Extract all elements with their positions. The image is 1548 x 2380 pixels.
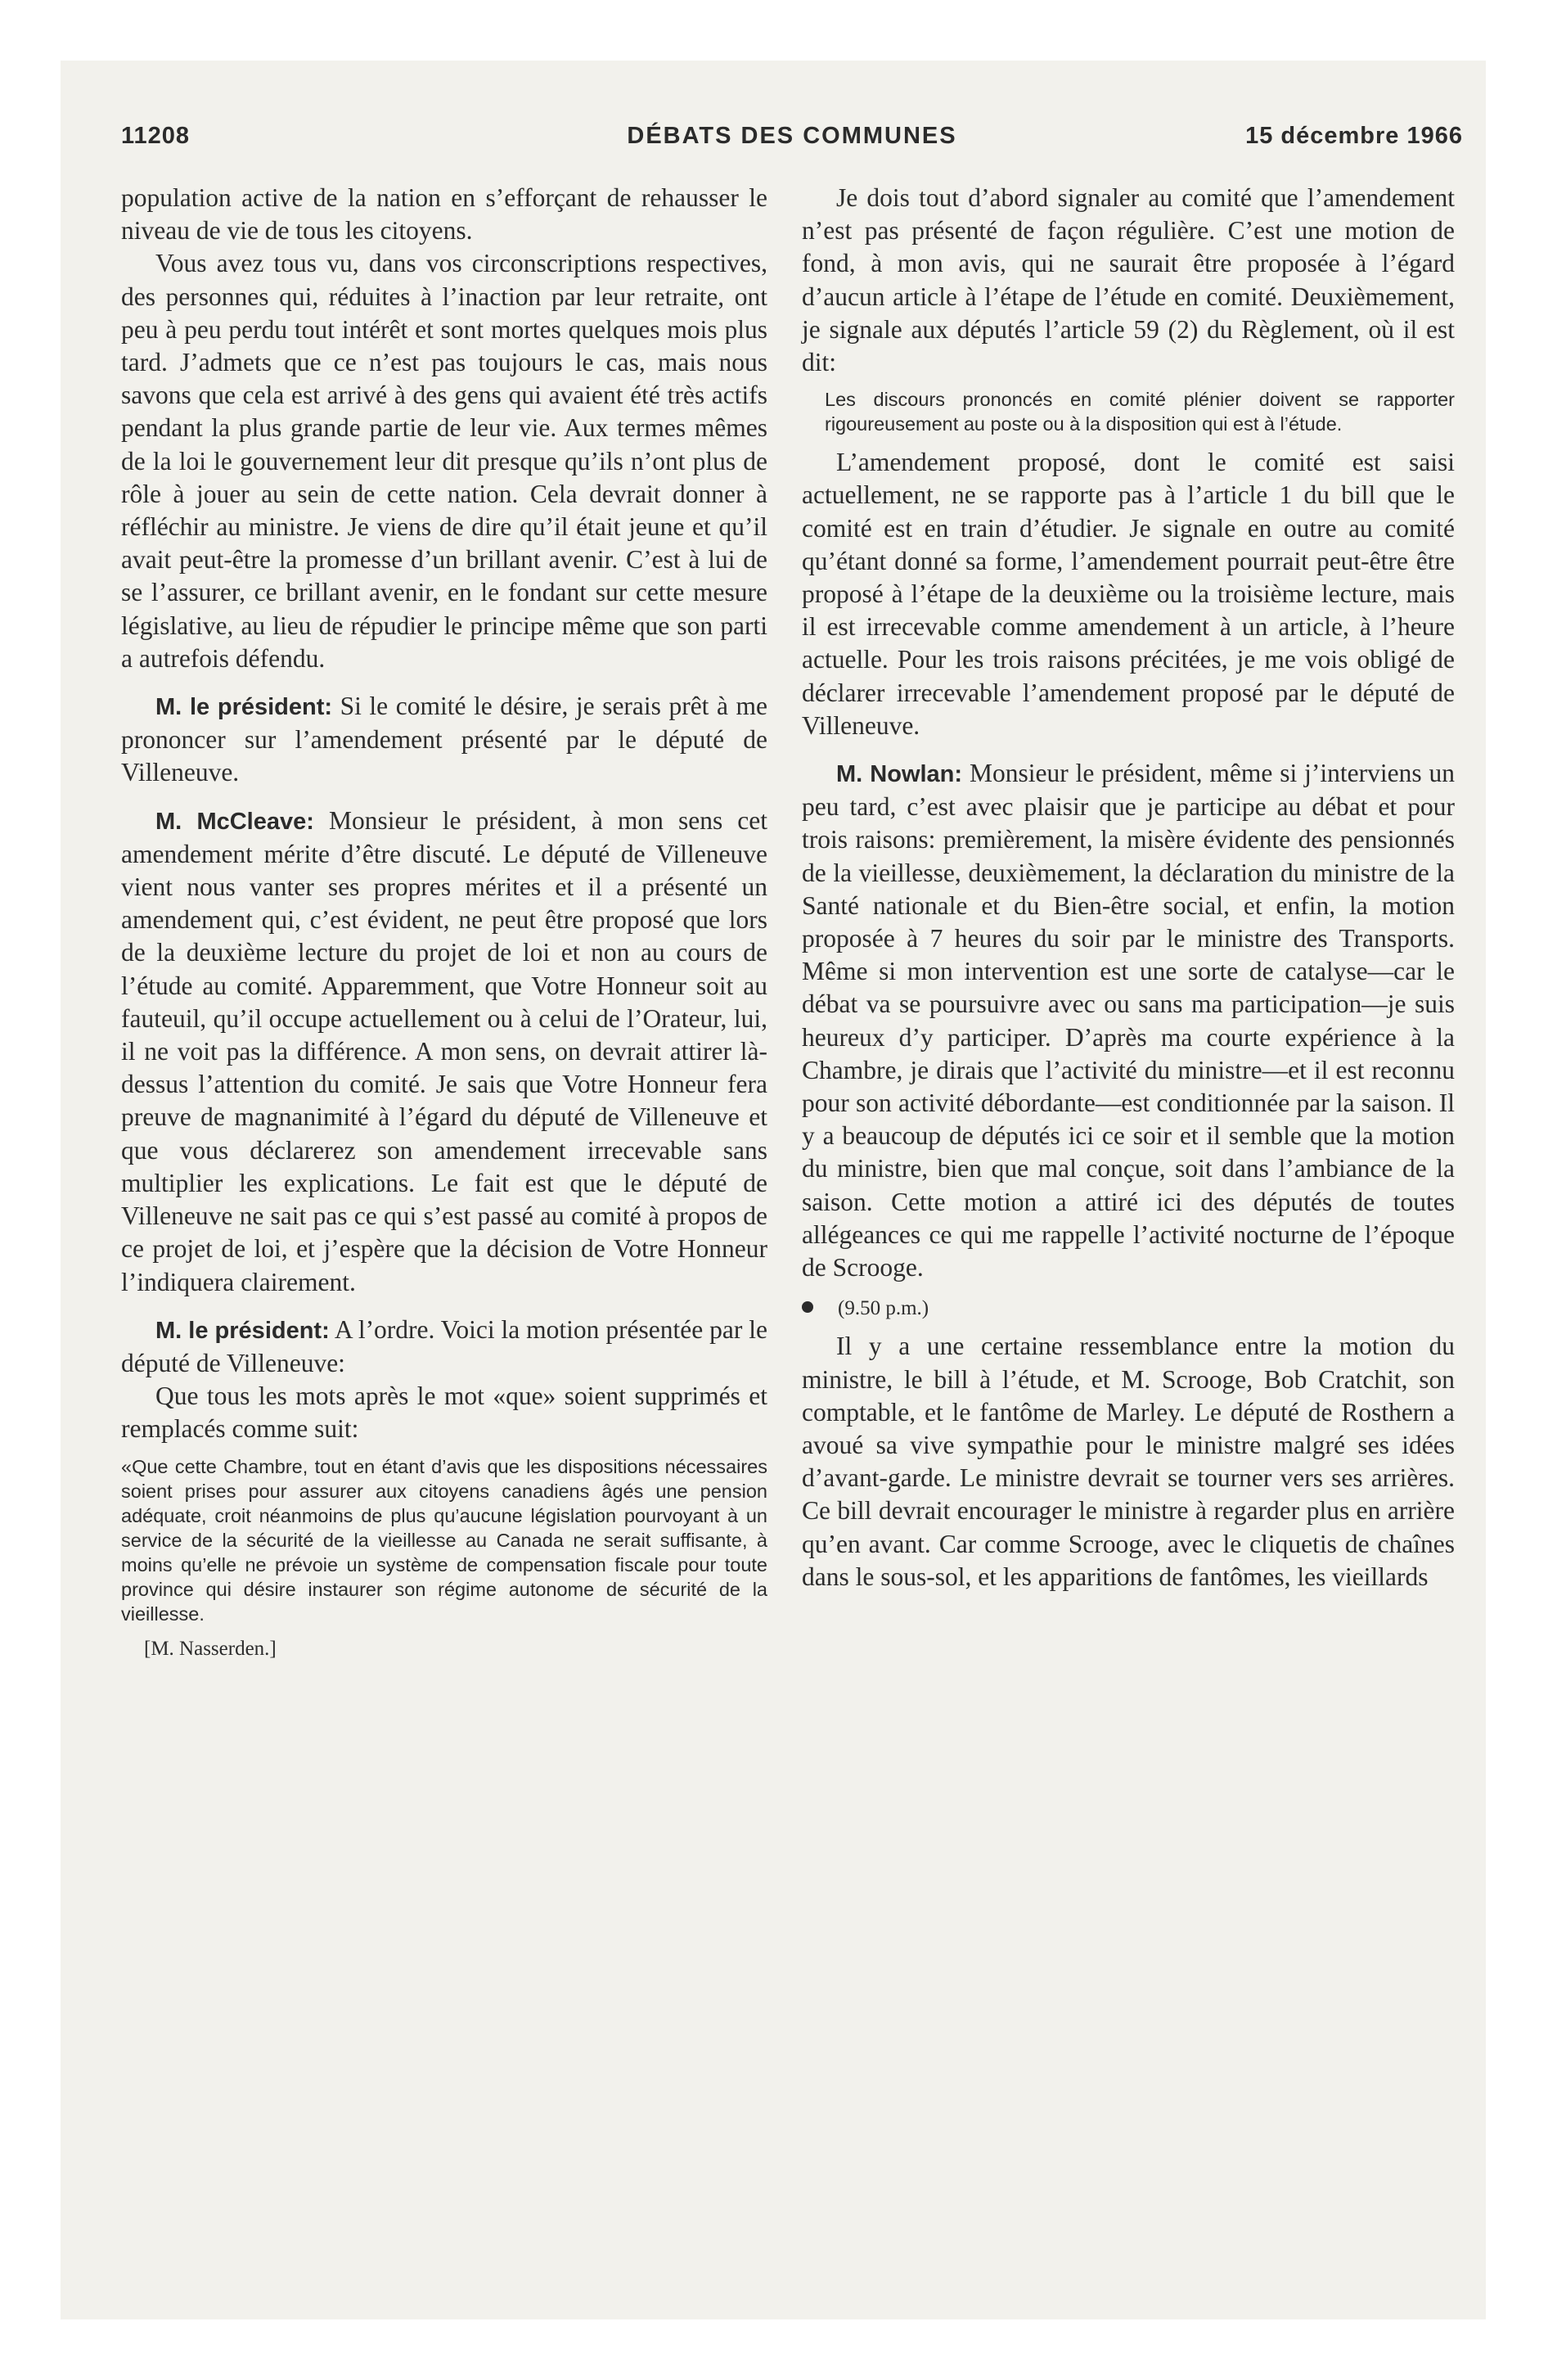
bullet-icon <box>802 1301 813 1313</box>
publication-title: DÉBATS DES COMMUNES <box>627 123 957 149</box>
speech-mccleave <box>121 805 767 1299</box>
standing-order-quote: Les discours prononcés en comité plénier doivent se rapporter rigoureusement au poste ou à la disposition qui est à l’étude. <box>825 389 1455 435</box>
speech-text: A l’ordre. Voici la motion présentée par le député de Villeneuve: <box>121 1314 767 1377</box>
paragraph: Il y a une certaine ressemblance entre la motion du ministre, le bill à l’étude, et M. Scrooge, Bob Cratchit, son comptable, et le fantôme de Marley. Le député de Rosthern a avoué sa vive sympathie pour le ministre malgré ses idées d’avant-garde. Le ministre devrait se tourner vers ses arrières. Ce bill devrait encourager le ministre à regarder plus en arrière qu’en avant. Car comme Scrooge, avec le cliquetis de chaînes dans le sous-sol, et les apparitions de fantômes, les vieillards <box>802 1332 1455 1591</box>
paragraph: L’amendement proposé, dont le comité est saisi actuellement, ne se rapporte pas à l’article 1 du bill que le comité est en train d’étudier. Je signale en outre au comité qu’étant donné sa forme, l’amendement pourrait peut-être être proposé à l’étape de la deuxième ou la troisième lecture, mais il est irrecevable comme amendement à un article, à l’heure actuelle. Pour les trois raisons précitées, je me vois obligé de déclarer irrecevable l’amendement proposé par le député de Villeneuve. <box>802 448 1455 740</box>
speaker-name: M. le président: <box>155 1317 330 1344</box>
left-column <box>121 182 767 1662</box>
speech-text: Monsieur le président, même si j’interviens un peu tard, c’est avec plaisir que je participe au débat et pour trois raisons: premièrement, la misère évidente des pensionnés de la vieillesse, deuxièmement, la déclaration du ministre de la Santé nationale et du Bien-être social, et enfin, la motion proposée à 7 heures du soir par le ministre des Transports. Même si mon intervention est une sorte de catalyse—car le débat va se poursuivre avec ou sans ma participation—je suis heureux d’y participer. D’après ma courte expérience à la Chambre, je dirais que l’activité du ministre—et il est reconnu pour son activité débordante—est conditionnée par la saison. Il y a beaucoup de députés ici ce soir et il semble que la motion du ministre, bien que mal conçue, soit dans l’ambiance de la saison. Cette motion a attiré ici des députés de toutes allégeances ce qui me rappelle l’activité nocturne de l’époque de Scrooge. <box>802 759 1456 1282</box>
speech-text: Monsieur le président, à mon sens cet amendement mérite d’être discuté. Le député de Villeneuve vient nous vanter ses propres mérites et il a présenté un amendement qui, c’est évident, ne peut être proposé que lors de la deuxième lecture du projet de loi et non au cours de l’étude au comité. Apparemment, que Votre Honneur soit au fauteuil, qu’il occupe actuellement ou à celui de l’Orateur, lui, il ne voit pas la différence. A mon sens, on devrait attirer là-dessus l’attention du comité. Je sais que Votre Honneur fera preuve de magnanimité à l’égard du député de Villeneuve et que vous déclarerez son amendement irrecevable sans multiplier les explications. Le fait est que le député de Villeneuve ne sait pas ce qui s’est passé au comité à propos de ce projet de loi, et j’espère que la décision de Votre Honneur l’indiquera clairement. <box>121 805 767 1296</box>
time-marker <box>802 1296 1455 1322</box>
attribution: [M. Nasserden.] <box>144 1637 277 1660</box>
paragraph: population active de la nation en s’efforçant de rehausser le niveau de vie de tous les citoyens. <box>121 183 767 246</box>
speaker-name: M. le président: <box>155 694 333 721</box>
motion-intro: Que tous les mots après le mot «que» soient supprimés et remplacés comme suit: <box>121 1382 767 1444</box>
speech-president-2 <box>121 1314 767 1380</box>
right-column <box>802 182 1455 1593</box>
speaker-name: M. McCleave: <box>155 808 314 835</box>
speech-president-1 <box>121 690 767 790</box>
paragraph: Je dois tout d’abord signaler au comité que l’amendement n’est pas présenté de façon régulière. C’est une motion de fond, à mon avis, qui ne saurait être proposée à l’égard d’aucun article à l’étape de l’étude en comité. Deuxièmement, je signale aux députés l’article 59 (2) du Règlement, où il est dit: <box>802 183 1455 377</box>
speaker-name: M. Nowlan: <box>836 761 963 788</box>
issue-date: 15 décembre 1966 <box>1245 123 1463 149</box>
speech-nowlan <box>802 757 1455 1284</box>
page-number: 11208 <box>121 123 191 149</box>
speech-text: Si le comité le désire, je serais prêt à me prononcer sur l’amendement présenté par le député de Villeneuve. <box>121 692 768 787</box>
timestamp-text: (9.50 p.m.) <box>838 1297 929 1320</box>
motion-quote: «Que cette Chambre, tout en étant d’avis que les dispositions nécessaires soient prises pour assurer aux citoyens canadiens âgés une pension adéquate, croit néanmoins de plus qu’aucune législation pourvoyant à un service de la sécurité de la vieillesse au Canada ne serait suffisante, à moins qu’elle ne prévoie un système de compensation fiscale pour toute province qui désire instaurer son régime autonome de sécurité de la vieillesse. <box>121 1455 767 1625</box>
paragraph: Vous avez tous vu, dans vos circonscriptions respectives, des personnes qui, réduites à l’inaction par leur retraite, ont peu à peu perdu tout intérêt et sont mortes quelques mois plus tard. J’admets que ce n’est pas toujours le cas, mais nous savons que cela est arrivé à des gens qui avaient été très actifs pendant la plus grande partie de leur vie. Aux termes mêmes de la loi le gouvernement leur dit presque qu’ils n’ont plus de rôle à jouer au sein de cette nation. Cela devrait donner à réfléchir au ministre. Je viens de dire qu’il était jeune et qu’il avait peut-être la promesse d’un brillant avenir. C’est à lui de se l’assurer, ce brillant avenir, en le fondant sur cette mesure législative, au lieu de répudier le principe même que son parti a autrefois défendu. <box>121 249 767 673</box>
running-header <box>121 123 1463 156</box>
